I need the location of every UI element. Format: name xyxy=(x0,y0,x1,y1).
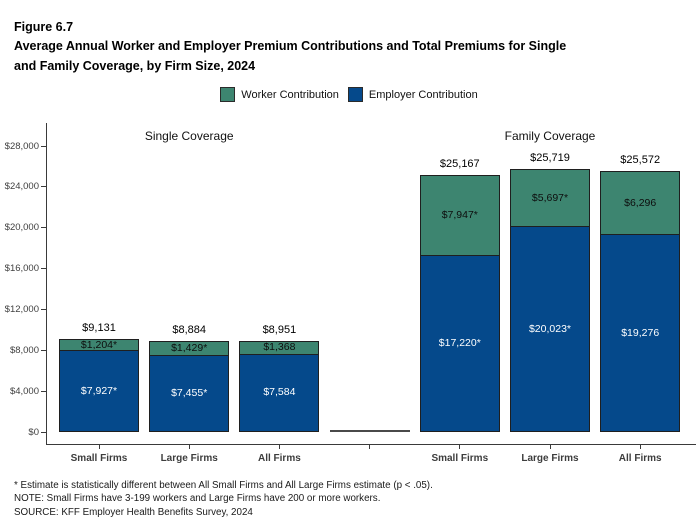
worker-segment xyxy=(510,169,590,227)
worker-value-label: $1,204* xyxy=(80,338,118,351)
y-axis-tick xyxy=(41,432,46,433)
y-axis-label: $20,000 xyxy=(4,222,39,234)
employer-segment xyxy=(239,355,319,432)
y-axis-tick xyxy=(41,227,46,228)
x-axis-tick xyxy=(99,444,100,449)
stacked-bar xyxy=(510,169,590,432)
bar-total-label: $25,572 xyxy=(620,153,661,166)
stacked-bar xyxy=(59,339,139,432)
legend xyxy=(0,87,698,102)
employer-value-label: $19,276 xyxy=(621,326,660,339)
worker-segment xyxy=(149,341,229,356)
x-axis-label: Small Firms xyxy=(431,453,489,464)
y-axis-label: $0 xyxy=(28,426,39,438)
y-axis-label: $8,000 xyxy=(9,344,39,356)
worker-value-label: $6,296 xyxy=(624,196,657,209)
bar-total-label: $8,951 xyxy=(262,323,297,336)
footnote-significance: * Estimate is statistically different between All Small Firms and All Large Firms estimate (p < .05). xyxy=(14,480,433,491)
worker-value-label: $1,368 xyxy=(263,341,296,354)
x-axis-label: All Firms xyxy=(257,453,301,464)
y-axis-label: $12,000 xyxy=(4,303,39,315)
group-spacer-baseline xyxy=(330,430,410,432)
employer-value-label: $7,455* xyxy=(171,387,208,400)
footnote-note: NOTE: Small Firms have 3-199 workers and Large Firms have 200 or more workers. xyxy=(14,493,381,505)
legend-item-employer xyxy=(348,87,478,102)
stacked-bar xyxy=(600,171,680,432)
employer-value-label: $7,584 xyxy=(263,386,296,399)
worker-value-label: $7,947* xyxy=(441,209,478,222)
x-axis-label: Small Firms xyxy=(70,453,128,464)
x-axis-label: Large Firms xyxy=(160,453,218,464)
x-axis-tick xyxy=(369,444,370,449)
stacked-bar xyxy=(239,341,319,432)
y-axis-tick xyxy=(41,268,46,269)
employer-value-label: $20,023* xyxy=(528,322,572,335)
y-axis-label: $16,000 xyxy=(4,263,39,275)
y-axis-tick xyxy=(41,186,46,187)
employer-segment xyxy=(510,227,590,432)
employer-segment xyxy=(59,351,139,432)
employer-segment xyxy=(600,235,680,432)
figure-title-line1: Average Annual Worker and Employer Premium Contributions and Total Premiums for Single xyxy=(14,39,567,53)
stacked-bar xyxy=(420,175,500,432)
bar-total-label: $9,131 xyxy=(82,321,116,334)
figure-title-line2: and Family Coverage, by Firm Size, 2024 xyxy=(14,59,256,73)
group-title: Single Coverage xyxy=(144,129,234,143)
x-axis-label: Large Firms xyxy=(521,453,579,464)
bar-total-label: $25,719 xyxy=(530,152,570,165)
x-axis-tick xyxy=(550,444,551,449)
employer-segment xyxy=(149,356,229,432)
bar-total-label: $8,884 xyxy=(172,324,207,337)
x-axis-tick xyxy=(279,444,280,449)
worker-segment xyxy=(239,341,319,355)
footnote-source: SOURCE: KFF Employer Health Benefits Survey, 2024 xyxy=(14,506,253,518)
group-title: Family Coverage xyxy=(504,129,596,143)
y-axis-tick xyxy=(41,391,46,392)
y-axis-label: $24,000 xyxy=(4,181,39,193)
y-axis-tick xyxy=(41,350,46,351)
worker-color-swatch xyxy=(220,87,235,102)
y-axis-label: $4,000 xyxy=(9,385,39,397)
employer-segment xyxy=(420,256,500,432)
employer-value-label: $7,927* xyxy=(80,384,118,397)
x-axis-tick xyxy=(459,444,460,449)
worker-segment xyxy=(59,339,139,351)
employer-color-swatch xyxy=(348,87,363,102)
legend-label-employer: Employer Contribution xyxy=(368,88,478,101)
worker-value-label: $1,429* xyxy=(171,342,208,355)
worker-value-label: $5,697* xyxy=(531,192,569,205)
employer-value-label: $17,220* xyxy=(438,337,481,350)
y-axis-tick xyxy=(41,146,46,147)
y-axis-label: $28,000 xyxy=(4,140,39,152)
footnotes xyxy=(14,479,433,519)
figure-number: Figure 6.7 xyxy=(14,20,74,34)
bar-total-label: $25,167 xyxy=(439,157,480,170)
legend-label-worker: Worker Contribution xyxy=(241,88,339,101)
x-axis-tick xyxy=(189,444,190,449)
stacked-bar xyxy=(149,341,229,432)
x-axis-tick xyxy=(640,444,641,449)
plot-area xyxy=(4,123,696,464)
x-axis-label: All Firms xyxy=(618,453,662,464)
legend-item-worker xyxy=(220,87,339,102)
worker-segment xyxy=(600,171,680,235)
worker-segment xyxy=(420,175,500,256)
y-axis-tick xyxy=(41,309,46,310)
